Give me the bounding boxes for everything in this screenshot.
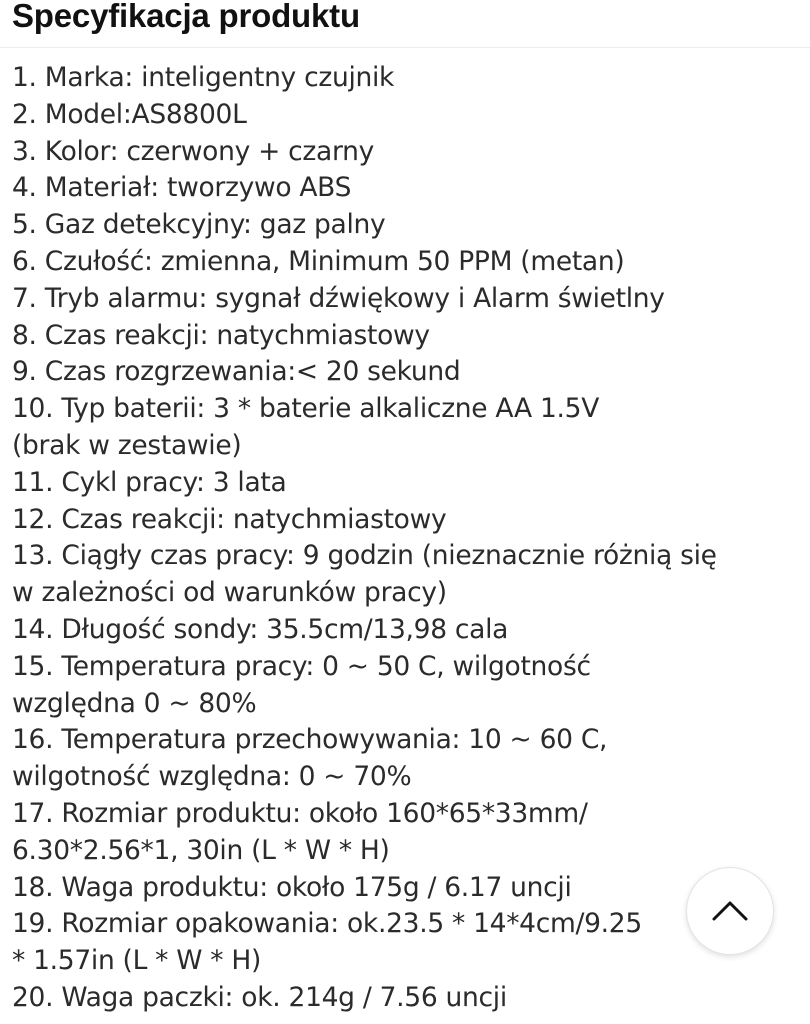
spec-line: (brak w zestawie) <box>12 429 242 461</box>
spec-line: * 1.57in (L * W * H) <box>12 945 262 977</box>
spec-line: wilgotność względna: 0 ~ 70% <box>12 761 412 793</box>
spec-line: 4. Materiał: tworzywo ABS <box>12 172 352 204</box>
spec-line: 13. Ciągły czas pracy: 9 godzin (nieznacznie różnią się <box>12 540 717 572</box>
spec-line: 12. Czas reakcji: natychmiastowy <box>12 503 447 535</box>
spec-line: 5. Gaz detekcyjny: gaz palny <box>12 209 386 241</box>
spec-line: 6.30*2.56*1, 30in (L * W * H) <box>12 834 390 866</box>
spec-line: 1. Marka: inteligentny czujnik <box>12 62 395 93</box>
spec-line: 6. Czułość: zmienna, Minimum 50 PPM (metan) <box>12 245 625 277</box>
spec-line: 8. Czas reakcji: natychmiastowy <box>12 319 430 351</box>
spec-line: względna 0 ~ 80% <box>12 687 257 719</box>
divider <box>0 47 810 48</box>
spec-line: 19. Rozmiar opakowania: ok.23.5 * 14*4cm/9.25 <box>12 908 642 940</box>
spec-line: 16. Temperatura przechowywania: 10 ~ 60 C, <box>12 724 608 756</box>
spec-line: w zależności od warunków pracy) <box>12 577 447 609</box>
spec-line: 7. Tryb alarmu: sygnał dźwiękowy i Alarm świetlny <box>12 282 665 314</box>
spec-line: 18. Waga produktu: około 175g / 6.17 uncji <box>12 871 572 903</box>
spec-line: 3. Kolor: czerwony + czarny <box>12 135 374 167</box>
spec-line: 9. Czas rozgrzewania:< 20 sekund <box>12 356 461 388</box>
scroll-to-top-button[interactable] <box>686 867 774 955</box>
spec-line: 2. Model:AS8800L <box>12 98 247 130</box>
spec-line: 17. Rozmiar produktu: około 160*65*33mm/ <box>12 797 588 829</box>
spec-line: 10. Typ baterii: 3 * baterie alkaliczne AA 1.5V <box>12 393 600 425</box>
spec-line: 15. Temperatura pracy: 0 ~ 50 C, wilgotność <box>12 650 591 682</box>
page-title: Specyfikacja produktu <box>12 0 360 34</box>
chevron-up-icon <box>712 900 748 922</box>
spec-line: 11. Cykl pracy: 3 lata <box>12 466 287 498</box>
spec-list <box>12 60 802 1017</box>
spec-line: 14. Długość sondy: 35.5cm/13,98 cala <box>12 613 509 645</box>
spec-line: 20. Waga paczki: ok. 214g / 7.56 uncji <box>12 981 507 1013</box>
